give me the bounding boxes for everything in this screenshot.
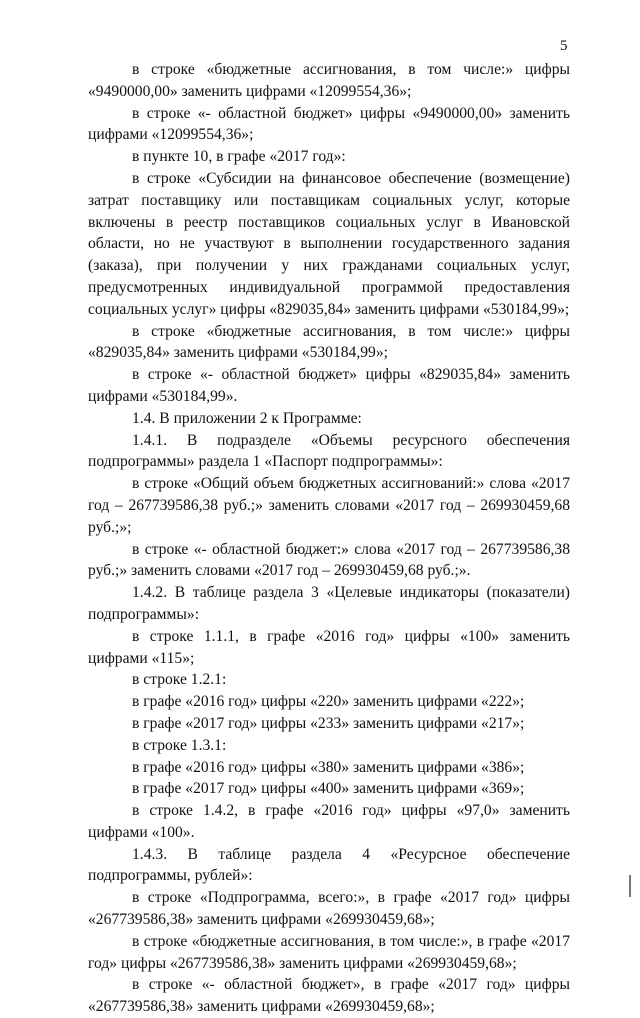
paragraph: в строке 1.3.1: [132,736,227,754]
paragraph: в пункте 10, в графе «2017 год»: [132,148,346,166]
paragraph: в строке 1.2.1: [132,671,227,689]
paragraph: 1.4.3. В таблице раздела 4 «Ресурсное обеспечение подпрограммы, рублей»: [88,845,570,885]
paragraph: в строке «Субсидии на финансовое обеспечение (возмещение) затрат поставщику или поставщикам социальных услуг, которые включены в реестр поставщиков социальных услуг в Ивановской области, но не участвуют в выполнении государственного задания (заказа), при получении у них гражданами социальных услуг, предусмотренных индивидуальной программой предоставления социальных услуг» цифры «829035,84» заменить цифрами «530184,99»; [88,169,570,318]
section-heading: 1.4. В приложении 2 к Программе: [132,409,362,427]
paragraph: в строке «бюджетные ассигнования, в том числе:» цифры «9490000,00» заменить цифрами «12099554,36»; [88,61,570,100]
paragraph: в строке «- областной бюджет» цифры «9490000,00» заменить цифрами «12099554,36»; [88,104,570,144]
paragraph: в графе «2016 год» цифры «380» заменить цифрами «386»; [132,758,525,776]
paragraph: в строке «- областной бюджет:» слова «2017 год – 267739586,38 руб.;» заменить словами «2017 год – 269930459,68 руб.;». [88,540,570,580]
page-number: 5 [560,38,568,54]
paragraph: в графе «2016 год» цифры «220» заменить цифрами «222»; [132,693,525,711]
paragraph: в строке «- областной бюджет», в графе «2017 год» цифры «267739586,38» заменить цифрами «269930459,68»; [88,976,570,1016]
paragraph: в строке «бюджетные ассигнования, в том числе:», в графе «2017 год» цифры «267739586,38» заменить цифрами «269930459,68»; [88,932,570,972]
paragraph: в строке «Подпрограмма, всего:», в графе «2017 год» цифры «267739586,38» заменить цифрами «269930459,68»; [88,889,570,929]
paragraph: в строке 1.4.2, в графе «2016 год» цифры «97,0» заменить цифрами «100». [88,802,570,841]
paragraph: в строке «бюджетные ассигнования, в том числе:» цифры «829035,84» заменить цифрами «530184,99»; [88,322,570,362]
paragraph: в графе «2017 год» цифры «233» заменить цифрами «217»; [132,714,525,732]
paragraph: 1.4.1. В подразделе «Объемы ресурсного обеспечения подпрограммы» раздела 1 «Паспорт подпрограммы»: [88,431,570,471]
paragraph: в графе «2017 год» цифры «400» заменить цифрами «369»; [132,780,525,798]
paragraph: в строке «- областной бюджет» цифры «829035,84» заменить цифрами «530184,99». [88,366,570,405]
paragraph: 1.4.2. В таблице раздела 3 «Целевые индикаторы (показатели) подпрограммы»: [88,584,570,623]
paragraph: в строке 1.1.1, в графе «2016 год» цифры «100» заменить цифрами «115»; [88,627,570,667]
document-body [88,59,570,1018]
paragraph: в строке «Общий объем бюджетных ассигнований:» слова «2017 год – 267739586,38 руб.;» заменить словами «2017 год – 269930459,68 руб.;»; [88,475,570,536]
margin-mark [629,875,631,897]
